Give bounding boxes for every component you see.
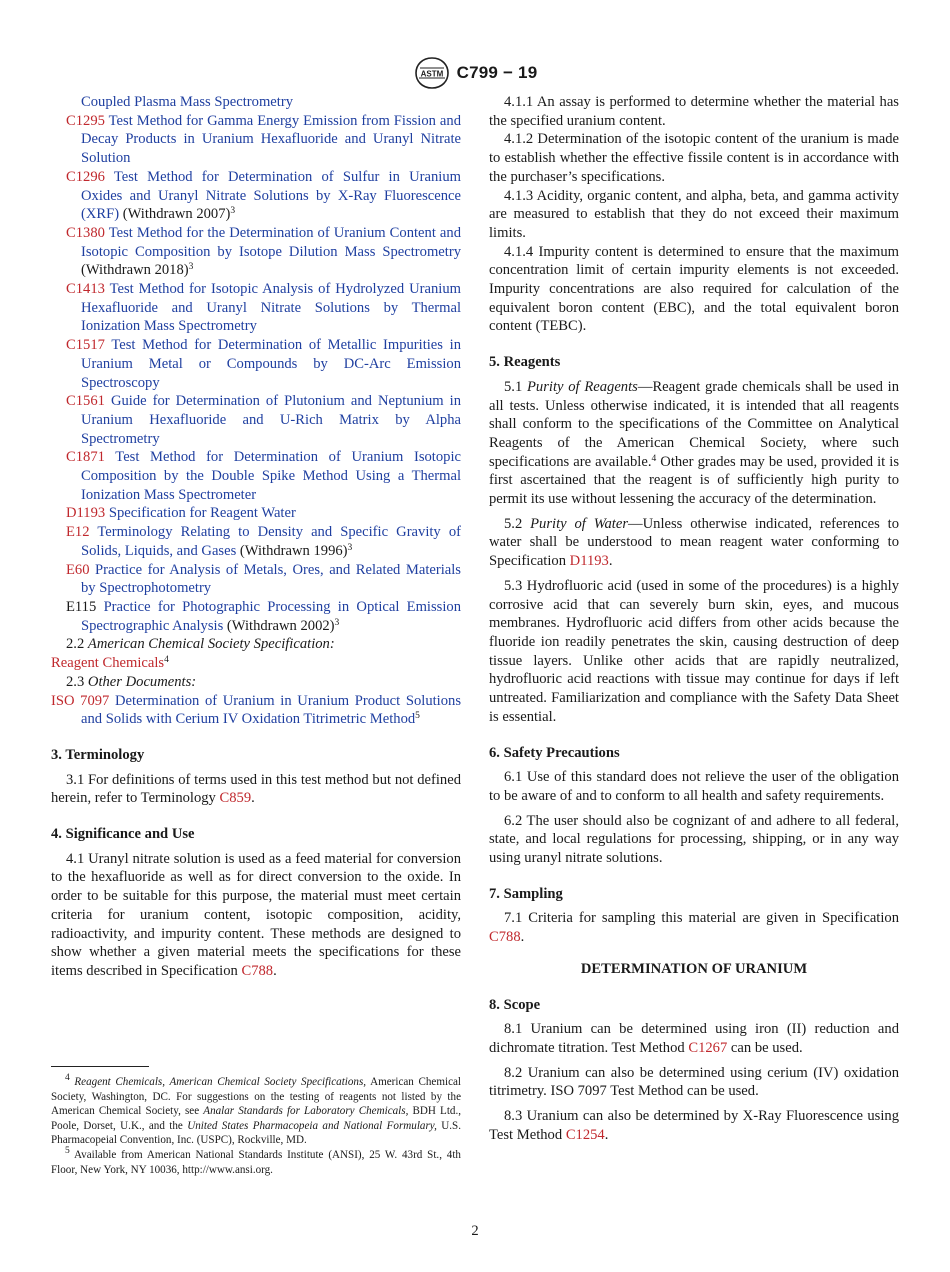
reference-title-link[interactable]: Test Method for the Determination of Uranium Content and Isotopic Composition by Isotope Dilution Mass Spectrometry — [81, 224, 461, 260]
reference-item — [51, 561, 461, 598]
withdrawn-note: (Withdrawn 2002) — [223, 617, 335, 634]
section-4-1-2: 4.1.2 Determination of the isotopic content of the uranium is made to establish whether the effective fissile content is in accordance with the purchaser’s specifications. — [489, 131, 899, 185]
section-7-1: 7.1 Criteria for sampling this material are given in Specification C788. — [489, 910, 899, 946]
reference-title-link[interactable]: Test Method for Isotopic Analysis of Hydrolyzed Uranium Hexafluoride and Uranyl Nitrate Solutions by Thermal Ionization Mass Spectrometry — [81, 281, 461, 335]
footnote-marker: 3 — [347, 542, 353, 553]
section-2-2: 2.2 American Chemical Society Specification: — [66, 636, 335, 653]
section-5-3: 5.3 Hydrofluoric acid (used in some of the procedures) is a highly corrosive acid that can severely burn skin, eyes, and mucous membranes. Hydrofluoric acid differs from other acids because the fluoride ion readily penetrates the skin, causing destruction of deep tissue layers. Unlike other acids that are rapidly neutralized, hydrofluoric acid reactions with tissue may continue for days if left untreated. Familiarization and compliance with the Safety Data Sheet is essential. — [489, 577, 899, 725]
reference-code-link[interactable]: E60 — [66, 561, 90, 578]
reference-item — [51, 168, 461, 224]
reagent-chemicals-link[interactable]: Reagent Chemicals — [51, 655, 165, 672]
footnote-marker: 3 — [230, 206, 236, 217]
section-8-1: 8.1 Uranium can be determined using iron (II) reduction and dichromate titration. Test Method C1267 can be used. — [489, 1021, 899, 1056]
section-4-1-1: 4.1.1 An assay is performed to determine whether the material has the specified uranium content. — [489, 94, 899, 129]
c788-link[interactable]: C788 — [241, 962, 274, 979]
section-4-heading: 4. Significance and Use — [51, 826, 195, 843]
footnotes — [51, 1075, 461, 1177]
withdrawn-note: (Withdrawn 2018) — [81, 262, 189, 279]
reference-item — [51, 523, 461, 560]
reference-item — [51, 504, 461, 523]
withdrawn-note: (Withdrawn 1996) — [236, 542, 348, 559]
c1267-link[interactable]: C1267 — [688, 1039, 728, 1056]
reference-item — [51, 448, 461, 504]
reference-code-link[interactable]: C1517 — [66, 337, 105, 354]
reference-item — [51, 93, 461, 112]
reference-item — [51, 336, 461, 392]
section-2-3: 2.3 Other Documents: — [66, 673, 197, 690]
footnote-4: $^4$ Reagent Chemicals, American Chemical Society Specifications, American Chemical Society, Washington, DC. For suggestions on the testing of reagents not listed by the American Chemical Society, see Analar Standards for Laboratory Chemicals, BDH Ltd., Poole, Dorset, U.K., and the United States Pharmacopeia and National Formulary, U.S. Pharmacopeial Convention, Inc. (USPC), Rockville, MD. — [51, 1073, 462, 1147]
c1254-link[interactable]: C1254 — [565, 1126, 605, 1143]
footnote-marker: 3 — [188, 262, 194, 273]
reference-title-link[interactable]: Test Method for Determination of Sulfur in Uranium Oxides and Uranyl Nitrate Solutions by X-Ray Fluorescence (XRF) — [81, 168, 461, 223]
reference-title-link[interactable]: Test Method for Determination of Metallic Impurities in Uranium Metal or Compounds by DC-Arc Emission Spectroscopy — [81, 337, 461, 391]
reference-title-link[interactable]: Practice for Photographic Processing in Optical Emission Spectrographic Analysis — [81, 598, 461, 634]
withdrawn-note: (Withdrawn 2007) — [119, 206, 231, 223]
section-4-1-4: 4.1.4 Impurity content is determined to ensure that the maximum concentration limit of certain impurity elements is not exceeded. Impurity concentrations are also required for calculation of the equivalent boron content (EBC), and the total equivalent boron content (TEBC). — [489, 243, 899, 335]
determination-of-uranium-heading: DETERMINATION OF URANIUM — [580, 960, 808, 977]
section-4-1-3: 4.1.3 Acidity, organic content, and alpha, beta, and gamma activity are measured to establish that they do not exceed their maximum limits. — [489, 187, 899, 241]
section-5-heading: 5. Reagents — [489, 354, 561, 371]
section-8-heading: 8. Scope — [489, 996, 541, 1013]
reference-code-link[interactable]: C1561 — [66, 393, 105, 410]
reference-item — [51, 280, 461, 336]
svg-text:ASTM: ASTM — [420, 69, 443, 79]
reference-code-link[interactable]: C1295 — [66, 112, 105, 129]
section-6-1: 6.1 Use of this standard does not relieve the user of the obligation to be aware of and to conform to all health and safety requirements. — [489, 769, 899, 804]
section-5-2: 5.2 Purity of Water—Unless otherwise indicated, references to water shall be understood to mean reagent water conforming to Specification D1193. — [489, 515, 900, 570]
reference-title-link[interactable]: Practice for Analysis of Metals, Ores, and Related Materials by Spectrophotometry — [81, 561, 461, 597]
section-4-1: 4.1 Uranyl nitrate solution is used as a feed material for conversion to the hexafluoride as well as for direct conversion to the oxide. In order to be suitable for this purpose, the material must meet certain criteria for uranium content, isotopic composition, acidity, radioactivity, and impurity content. These methods are designed to show whether a given material meets the specifications for these items described in Specification C788. — [51, 850, 461, 979]
iso-7097-reference: ISO 7097 Determination of Uranium in Uranium Product Solutions and Solids with Cerium IV Oxidation Titrimetric Method$^5$ — [51, 692, 461, 728]
document-id: C799 − 19 — [456, 62, 538, 82]
c859-link[interactable]: C859 — [219, 790, 252, 807]
reference-item — [51, 598, 461, 635]
d1193-link[interactable]: D1193 — [569, 553, 609, 570]
section-8-2: 8.2 Uranium can also be determined using cerium (IV) oxidation titrimetry. ISO 7097 Test Method can be used. — [489, 1064, 899, 1100]
reference-title-link[interactable]: Coupled Plasma Mass Spectrometry — [81, 94, 293, 110]
reference-code-link[interactable]: E12 — [66, 524, 90, 541]
section-6-2: 6.2 The user should also be cognizant of and adhere to all federal, state, and local regulations for processing, shipping, or in any way using uranyl nitrate solutions. — [489, 812, 899, 867]
footnote-5: $^5$ Available from American National Standards Institute (ANSI), 25 W. 43rd St., 4th Floor, New York, NY 10036, http://www.ansi.org. — [51, 1145, 461, 1176]
section-5-1: 5.1 Purity of Reagents—Reagent grade chemicals shall be used in all tests. Unless otherwise indicated, it is intended that all reagents shall conform to the specifications of the Committee on Analytical Reagents of the American Chemical Society, where such specifications are available.$^4$ Other grades may be used, provided it is first ascertained that the reagent is of sufficiently high purity to permit its use without lessening the accuracy of the determination. — [489, 378, 899, 508]
left-column — [51, 93, 461, 981]
reference-code-link[interactable]: C1296 — [66, 168, 105, 185]
reference-item — [51, 392, 461, 448]
section-6-heading: 6. Safety Precautions — [489, 744, 620, 761]
section-3-heading: 3. Terminology — [51, 746, 145, 763]
reference-item — [51, 224, 461, 280]
reference-item — [51, 112, 461, 168]
reference-title-link[interactable]: Terminology Relating to Density and Specific Gravity of Solids, Liquids, and Gases — [81, 524, 461, 559]
c788-link-2[interactable]: C788 — [489, 929, 521, 946]
section-7-heading: 7. Sampling — [489, 885, 563, 902]
section-3-1: 3.1 For definitions of terms used in this test method but not defined herein, refer to Terminology C859. — [51, 771, 461, 807]
reference-code-link[interactable]: C1413 — [66, 281, 105, 298]
referenced-documents-list — [51, 93, 461, 635]
reference-title-link[interactable]: Test Method for Determination of Uranium Isotopic Composition by the Double Spike Method Using a Thermal Ionization Mass Spectrometer — [81, 449, 461, 503]
section-8-3: 8.3 Uranium can also be determined by X-Ray Fluorescence using Test Method C1254. — [489, 1108, 899, 1143]
reference-title-link[interactable]: Guide for Determination of Plutonium and Neptunium in Uranium Hexafluoride and U-Rich Matrix by Alpha Spectrometry — [81, 393, 462, 447]
footnote-divider — [51, 1066, 149, 1067]
reference-code-link[interactable]: E115 — [66, 598, 97, 615]
iso-7097-title-link[interactable]: Determination of Uranium in Uranium Product Solutions and Solids with Cerium IV Oxidation Titrimetric Method — [81, 692, 461, 728]
reference-code-link[interactable]: C1871 — [66, 449, 105, 466]
reference-title-link[interactable]: Test Method for Gamma Energy Emission from Fission and Decay Products in Uranium Hexafluoride and Uranyl Nitrate Solution — [81, 112, 461, 167]
page-number: 2 — [471, 1223, 479, 1239]
right-column — [489, 93, 899, 1144]
acs-reference: Reagent Chemicals$^4$ — [51, 655, 169, 672]
iso-7097-link[interactable]: ISO 7097 — [51, 692, 110, 709]
footnote-marker: 3 — [334, 617, 340, 628]
reference-title-link[interactable]: Specification for Reagent Water — [108, 505, 296, 522]
page-header — [0, 56, 950, 90]
reference-code-link[interactable]: C1380 — [66, 224, 105, 241]
reference-code-link[interactable]: D1193 — [66, 505, 106, 522]
astm-logo-icon — [413, 56, 451, 90]
